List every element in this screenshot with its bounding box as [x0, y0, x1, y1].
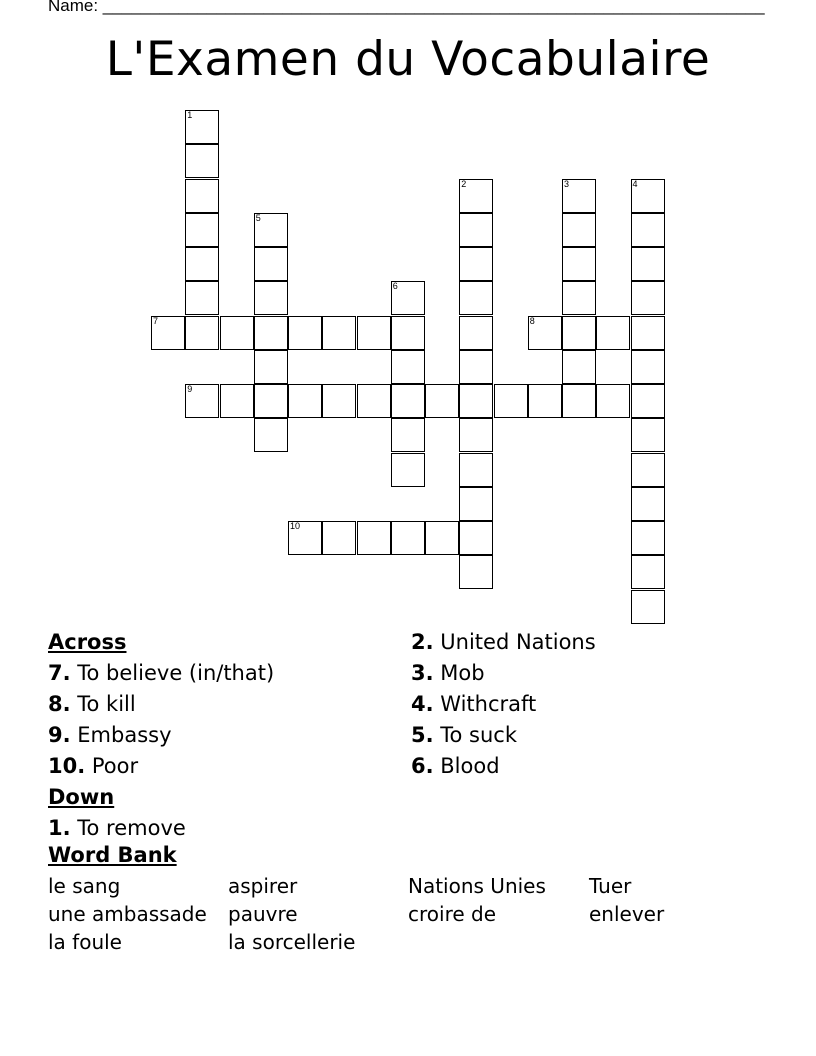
grid-cell[interactable]	[391, 350, 425, 384]
name-line: Name: ______________________________________________________________________	[48, 0, 765, 15]
grid-cell[interactable]	[288, 384, 322, 418]
clue-number: 1	[187, 110, 193, 120]
grid-cell[interactable]	[631, 418, 665, 452]
grid-cell[interactable]	[459, 350, 493, 384]
grid-cell[interactable]	[562, 384, 596, 418]
grid-cell[interactable]	[631, 521, 665, 555]
grid-cell[interactable]	[459, 384, 493, 418]
grid-cell[interactable]	[631, 384, 665, 418]
across-heading: Across	[48, 630, 127, 654]
grid-cell[interactable]	[459, 487, 493, 521]
clues-across	[48, 627, 274, 844]
grid-cell[interactable]	[459, 213, 493, 247]
clue-number: 7	[153, 315, 159, 326]
grid-cell[interactable]	[631, 590, 665, 624]
clue-item: 6. Blood	[411, 754, 500, 778]
clue-item: 8. To kill	[48, 692, 136, 716]
grid-cell[interactable]	[459, 281, 493, 315]
grid-cell[interactable]	[596, 384, 630, 418]
grid-cell[interactable]	[185, 384, 219, 418]
grid-cell[interactable]	[254, 281, 288, 315]
clue-item: 2. United Nations	[411, 630, 596, 654]
grid-cell[interactable]	[185, 144, 219, 178]
grid-cell[interactable]	[459, 247, 493, 281]
grid-cell[interactable]	[631, 555, 665, 589]
grid-cell[interactable]	[185, 281, 219, 315]
grid-cell[interactable]	[322, 316, 356, 350]
grid-cell[interactable]	[562, 247, 596, 281]
grid-cell[interactable]	[631, 487, 665, 521]
word-bank-item: pauvre	[228, 902, 298, 926]
word-bank-item: le sang	[48, 874, 121, 898]
grid-cell[interactable]	[185, 247, 219, 281]
grid-cell[interactable]	[562, 316, 596, 350]
grid-cell[interactable]	[494, 384, 528, 418]
grid-cell[interactable]	[288, 316, 322, 350]
grid-cell[interactable]	[528, 384, 562, 418]
clue-number: 6	[392, 281, 398, 292]
grid-cell[interactable]	[185, 213, 219, 247]
clue-number: 4	[632, 178, 638, 189]
grid-cell[interactable]	[562, 281, 596, 315]
grid-cell[interactable]	[631, 247, 665, 281]
clue-item: 10. Poor	[48, 754, 139, 778]
grid-cell[interactable]	[425, 384, 459, 418]
grid-cell[interactable]	[357, 316, 391, 350]
grid-cell[interactable]	[322, 521, 356, 555]
grid-cell[interactable]	[254, 213, 288, 247]
grid-cell[interactable]	[459, 418, 493, 452]
word-bank-item: Tuer	[589, 874, 632, 898]
grid-cell[interactable]	[391, 316, 425, 350]
grid-cell[interactable]	[459, 521, 493, 555]
word-bank-item: enlever	[589, 902, 665, 926]
word-bank-heading: Word Bank	[48, 843, 177, 867]
grid-cell[interactable]	[254, 384, 288, 418]
word-bank-column	[48, 872, 207, 956]
grid-cell[interactable]	[631, 179, 665, 213]
word-bank-item: croire de	[408, 902, 497, 926]
grid-cell[interactable]	[185, 316, 219, 350]
page-title: L'Examen du Vocabulaire	[105, 32, 711, 87]
grid-cell[interactable]	[391, 384, 425, 418]
grid-cell[interactable]	[631, 453, 665, 487]
clue-item: 4. Withcraft	[411, 692, 537, 716]
clue-number: 3	[564, 178, 570, 189]
grid-cell[interactable]	[562, 350, 596, 384]
grid-cell[interactable]	[357, 384, 391, 418]
grid-cell[interactable]	[596, 316, 630, 350]
clue-number: 10	[290, 521, 301, 531]
grid-cell[interactable]	[459, 179, 493, 213]
grid-cell[interactable]	[254, 350, 288, 384]
grid-cell[interactable]	[631, 213, 665, 247]
clue-item: 3. Mob	[411, 661, 485, 685]
clue-item: 5. To suck	[411, 723, 518, 747]
grid-cell[interactable]	[425, 521, 459, 555]
clue-item: 7. To believe (in/that)	[48, 661, 275, 685]
grid-cell[interactable]	[528, 316, 562, 350]
grid-cell[interactable]	[151, 316, 185, 350]
grid-cell[interactable]	[220, 316, 254, 350]
grid-cell[interactable]	[631, 350, 665, 384]
grid-cell[interactable]	[459, 316, 493, 350]
grid-cell[interactable]	[254, 316, 288, 350]
grid-cell[interactable]	[357, 521, 391, 555]
grid-cell[interactable]	[322, 384, 356, 418]
word-bank-item: la sorcellerie	[228, 930, 356, 954]
grid-cell[interactable]	[185, 179, 219, 213]
down-heading: Down	[48, 785, 115, 809]
grid-cell[interactable]	[459, 453, 493, 487]
clue-number: 9	[187, 384, 193, 394]
clue-item: 9. Embassy	[48, 723, 172, 747]
grid-cell[interactable]	[631, 316, 665, 350]
word-bank-item: Nations Unies	[408, 874, 546, 898]
word-bank-column	[589, 872, 664, 928]
word-bank-item: aspirer	[228, 874, 298, 898]
word-bank-column	[228, 872, 355, 956]
clue-number: 2	[461, 178, 467, 189]
clue-item: 1. To remove	[48, 816, 186, 840]
grid-cell[interactable]	[562, 179, 596, 213]
grid-cell[interactable]	[391, 521, 425, 555]
grid-cell[interactable]	[220, 384, 254, 418]
word-bank-item: la foule	[48, 930, 122, 954]
clue-number: 8	[529, 315, 535, 326]
clues-down-continued	[411, 627, 596, 782]
word-bank-column	[408, 872, 546, 928]
word-bank-item: une ambassade	[48, 902, 207, 926]
grid-cell[interactable]	[391, 418, 425, 452]
grid-cell[interactable]	[391, 453, 425, 487]
grid-cell[interactable]	[254, 247, 288, 281]
grid-cell[interactable]	[459, 555, 493, 589]
grid-cell[interactable]	[631, 281, 665, 315]
grid-cell[interactable]	[185, 110, 219, 144]
grid-cell[interactable]	[254, 418, 288, 452]
grid-cell[interactable]	[562, 213, 596, 247]
clue-number: 5	[255, 212, 261, 223]
grid-cell[interactable]	[288, 521, 322, 555]
grid-cell[interactable]	[391, 281, 425, 315]
